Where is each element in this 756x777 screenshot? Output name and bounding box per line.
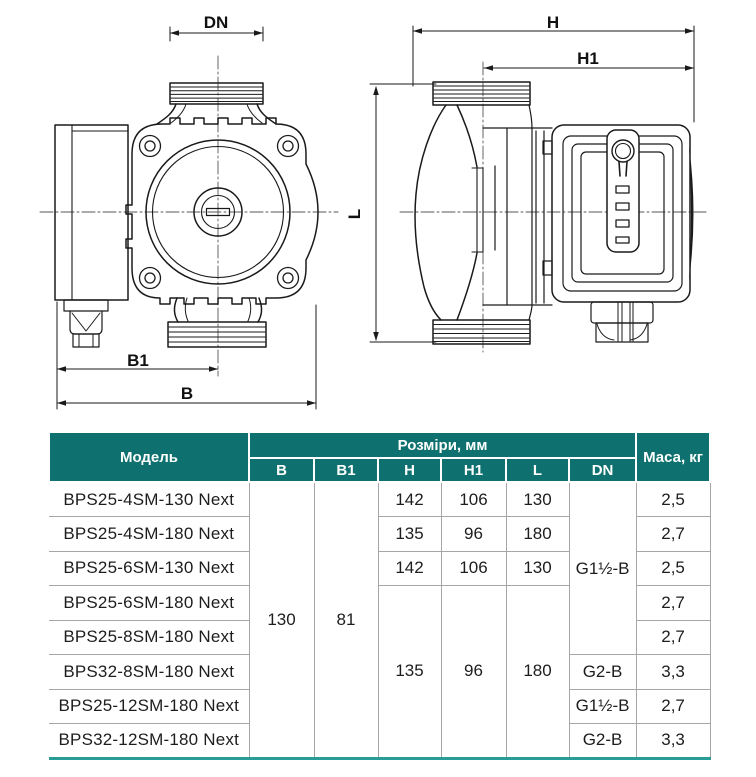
b-label: B (180, 384, 194, 403)
top-port-side (433, 82, 530, 105)
mass-cell: 3,3 (636, 724, 710, 759)
cable-gland-side (591, 302, 653, 342)
l-cell: 130 (506, 551, 569, 586)
l-cell: 130 (506, 482, 569, 517)
volute-seam (472, 168, 483, 252)
mass-cell: 3,3 (636, 655, 710, 690)
header-col-b: B (249, 458, 314, 482)
h1-cell-merged: 96 (441, 586, 506, 759)
header-mass: Маса, кг (636, 432, 710, 482)
b1-label: B1 (127, 351, 149, 370)
h1-label: H1 (577, 49, 599, 68)
model-cell: BPS25-4SM-180 Next (49, 517, 249, 552)
mass-cell: 2,7 (636, 620, 710, 655)
mass-cell: 2,7 (636, 517, 710, 552)
table-row (49, 482, 710, 517)
header-col-l: L (506, 458, 569, 482)
terminal-box-front (55, 125, 128, 300)
b-cell-merged: 130 (249, 482, 314, 758)
b1-cell-merged: 81 (314, 482, 378, 758)
mass-cell: 2,7 (636, 586, 710, 621)
control-box (552, 125, 694, 302)
bottom-port-side (433, 320, 530, 344)
header-col-h1: H1 (441, 458, 506, 482)
mass-cell: 2,5 (636, 551, 710, 586)
model-cell: BPS25-8SM-180 Next (49, 620, 249, 655)
model-cell: BPS32-8SM-180 Next (49, 655, 249, 690)
spec-table (48, 431, 711, 760)
model-cell: BPS32-12SM-180 Next (49, 724, 249, 759)
header-col-b1: B1 (314, 458, 378, 482)
h-cell: 135 (378, 517, 441, 552)
mass-cell: 2,5 (636, 482, 710, 517)
spec-table-wrap (48, 431, 711, 760)
model-cell: BPS25-4SM-130 Next (49, 482, 249, 517)
h-dimension (413, 26, 694, 122)
h-cell: 142 (378, 551, 441, 586)
dn-cell: G2-B (569, 724, 636, 759)
dn-label: DN (203, 13, 229, 32)
cable-gland-front (64, 300, 108, 347)
mass-cell: 2,7 (636, 689, 710, 724)
bottom-port-front (168, 298, 266, 347)
header-col-dn: DN (569, 458, 636, 482)
model-cell: BPS25-12SM-180 Next (49, 689, 249, 724)
h-cell: 142 (378, 482, 441, 517)
l-cell: 180 (506, 517, 569, 552)
header-col-h: H (378, 458, 441, 482)
pump-front-view (40, 27, 338, 409)
model-cell: BPS25-6SM-130 Next (49, 551, 249, 586)
motor-housing (483, 105, 552, 320)
header-dimensions-group: Розміри, мм (249, 432, 636, 458)
model-cell: BPS25-6SM-180 Next (49, 586, 249, 621)
dn-cell-merged: G1½-B (569, 482, 636, 655)
pump-side-view (370, 26, 706, 352)
h-label: H (546, 13, 560, 32)
h1-cell: 106 (441, 551, 506, 586)
h1-cell: 106 (441, 482, 506, 517)
l-cell-merged: 180 (506, 586, 569, 759)
h-cell-merged: 135 (378, 586, 441, 759)
l-dimension (370, 84, 436, 342)
header-model: Модель (49, 432, 249, 482)
dn-cell: G1½-B (569, 689, 636, 724)
h1-cell: 96 (441, 517, 506, 552)
l-label: L (345, 208, 364, 220)
dn-cell: G2-B (569, 655, 636, 690)
